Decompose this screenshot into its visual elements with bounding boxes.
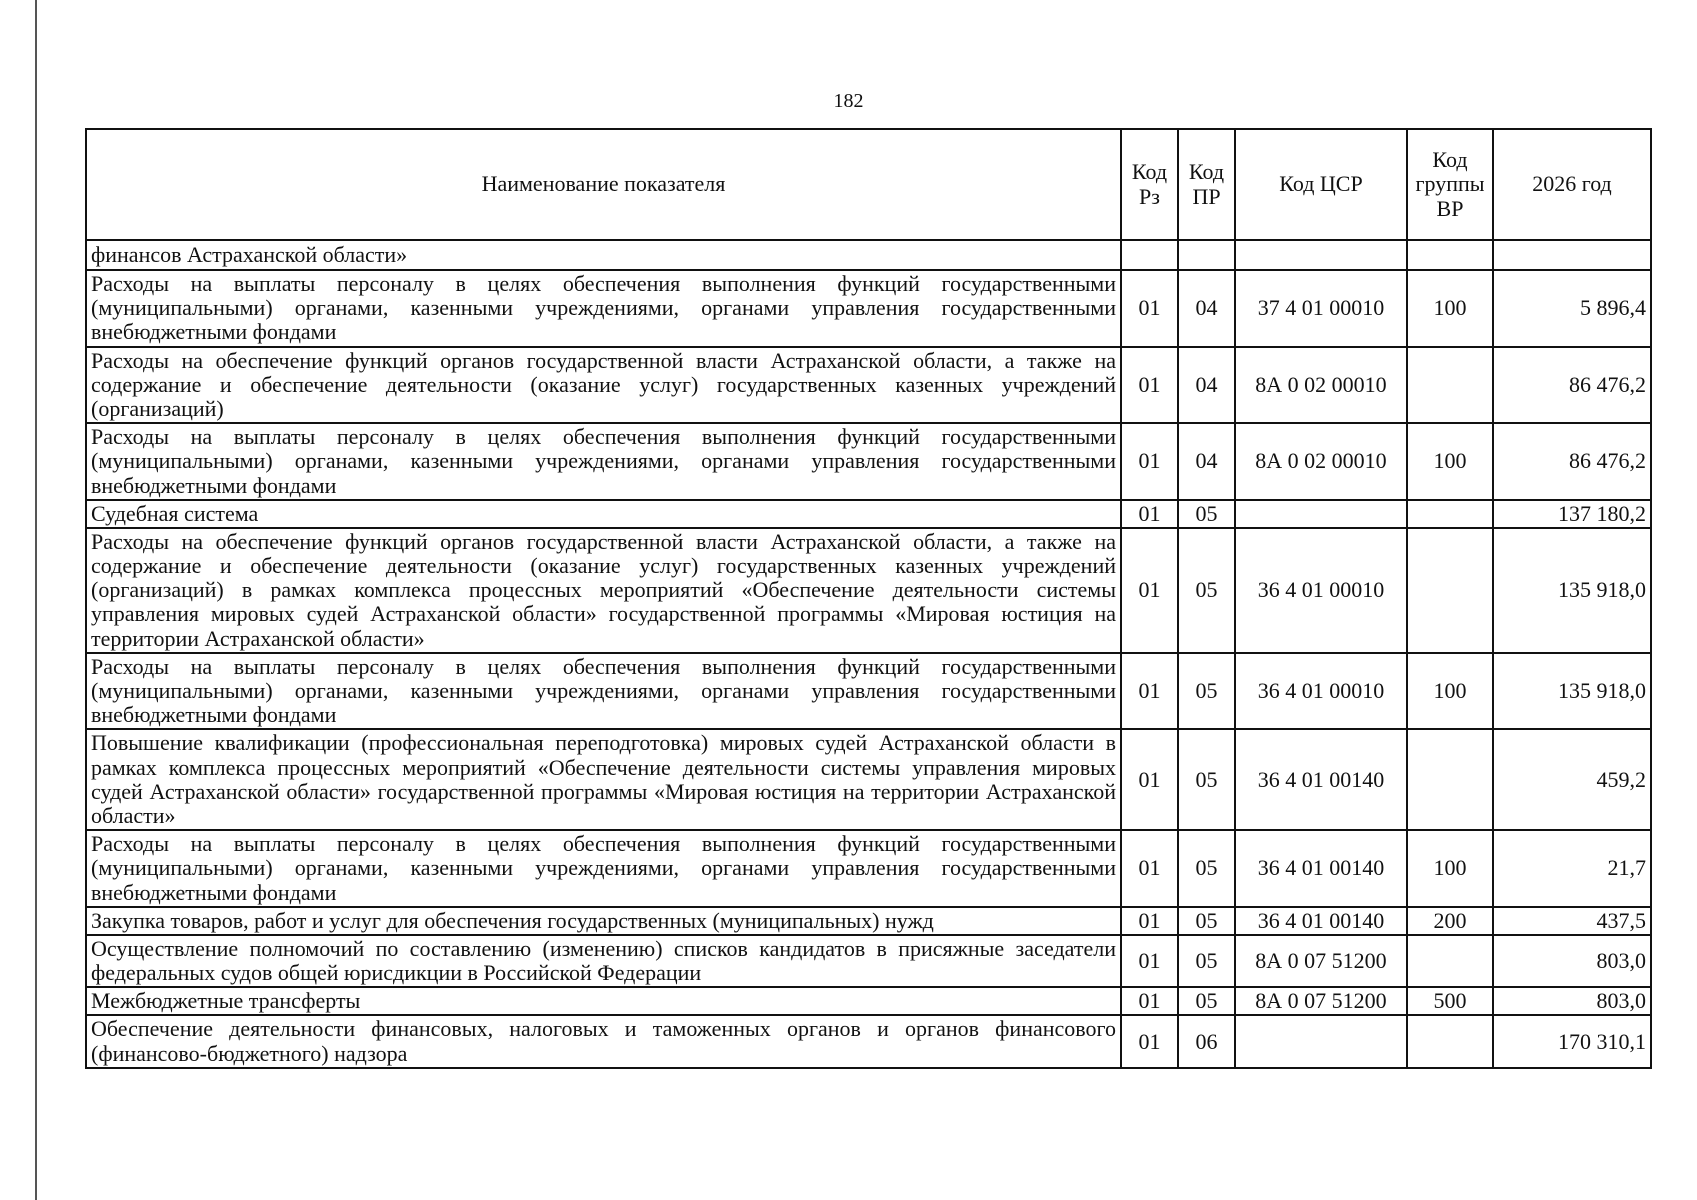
cell-pr: 04 [1178, 270, 1235, 347]
cell-csr: 36 4 01 00140 [1235, 830, 1407, 907]
table-header [86, 129, 1651, 240]
cell-csr: 36 4 01 00010 [1235, 528, 1407, 653]
cell-pr: 05 [1178, 987, 1235, 1015]
cell-amount: 459,2 [1493, 729, 1651, 830]
cell-vr: 100 [1407, 653, 1493, 730]
cell-pr: 05 [1178, 729, 1235, 830]
budget-table [85, 128, 1652, 1069]
cell-pr: 06 [1178, 1015, 1235, 1067]
header-name: Наименование показателя [86, 129, 1121, 240]
cell-rz: 01 [1121, 653, 1178, 730]
cell-name: Осуществление полномочий по составлению (изменению) списков кандидатов в присяжные заседатели федеральных судов общей юрисдикции в Российской Федерации [86, 935, 1121, 987]
cell-vr [1407, 1015, 1493, 1067]
cell-amount: 86 476,2 [1493, 423, 1651, 500]
cell-amount: 5 896,4 [1493, 270, 1651, 347]
cell-pr: 05 [1178, 528, 1235, 653]
cell-csr: 8А 0 07 51200 [1235, 987, 1407, 1015]
cell-csr [1235, 500, 1407, 528]
cell-rz: 01 [1121, 500, 1178, 528]
header-rz: Код Рз [1121, 129, 1178, 240]
cell-vr: 100 [1407, 270, 1493, 347]
cell-rz: 01 [1121, 423, 1178, 500]
cell-pr: 05 [1178, 935, 1235, 987]
cell-rz: 01 [1121, 1015, 1178, 1067]
cell-name: Судебная система [86, 500, 1121, 528]
cell-amount: 803,0 [1493, 935, 1651, 987]
cell-csr [1235, 1015, 1407, 1067]
cell-rz: 01 [1121, 987, 1178, 1015]
table-row [86, 347, 1651, 424]
header-csr: Код ЦСР [1235, 129, 1407, 240]
cell-amount [1493, 240, 1651, 270]
table-row [86, 528, 1651, 653]
cell-amount: 86 476,2 [1493, 347, 1651, 424]
cell-rz: 01 [1121, 830, 1178, 907]
cell-vr [1407, 935, 1493, 987]
header-vr: Код группы ВР [1407, 129, 1493, 240]
cell-rz: 01 [1121, 347, 1178, 424]
cell-rz [1121, 240, 1178, 270]
table-row [86, 935, 1651, 987]
cell-rz: 01 [1121, 935, 1178, 987]
cell-csr: 36 4 01 00140 [1235, 729, 1407, 830]
cell-name: Межбюджетные трансферты [86, 987, 1121, 1015]
cell-amount: 135 918,0 [1493, 528, 1651, 653]
header-year: 2026 год [1493, 129, 1651, 240]
cell-amount: 21,7 [1493, 830, 1651, 907]
cell-vr [1407, 500, 1493, 528]
header-row [86, 129, 1651, 240]
table-body [86, 240, 1651, 1068]
cell-csr: 8А 0 02 00010 [1235, 347, 1407, 424]
cell-pr: 05 [1178, 830, 1235, 907]
table-row [86, 240, 1651, 270]
cell-pr: 05 [1178, 653, 1235, 730]
table-row [86, 500, 1651, 528]
header-pr: Код ПР [1178, 129, 1235, 240]
cell-pr [1178, 240, 1235, 270]
cell-pr: 04 [1178, 347, 1235, 424]
cell-amount: 803,0 [1493, 987, 1651, 1015]
cell-csr: 8А 0 02 00010 [1235, 423, 1407, 500]
cell-name: финансов Астраханской области» [86, 240, 1121, 270]
cell-csr: 8А 0 07 51200 [1235, 935, 1407, 987]
table-row [86, 729, 1651, 830]
page-number: 182 [833, 90, 864, 112]
table-row [86, 830, 1651, 907]
cell-name: Расходы на обеспечение функций органов государственной власти Астраханской области, а также на содержание и обеспечение деятельности (оказание услуг) государственных казенных учреждений (организаций) [86, 347, 1121, 424]
cell-vr: 100 [1407, 830, 1493, 907]
cell-csr: 36 4 01 00010 [1235, 653, 1407, 730]
cell-name: Расходы на выплаты персоналу в целях обеспечения выполнения функций государственными (муниципальными) органами, казенными учреждениями, органами управления государственными внебюджетными фондами [86, 270, 1121, 347]
cell-name: Обеспечение деятельности финансовых, налоговых и таможенных органов и органов финансового (финансово-бюджетного) надзора [86, 1015, 1121, 1067]
table-row [86, 1015, 1651, 1067]
cell-csr: 36 4 01 00140 [1235, 907, 1407, 935]
scan-edge-line [35, 0, 37, 1200]
cell-rz: 01 [1121, 528, 1178, 653]
cell-rz: 01 [1121, 270, 1178, 347]
cell-pr: 05 [1178, 907, 1235, 935]
cell-vr: 100 [1407, 423, 1493, 500]
cell-pr: 04 [1178, 423, 1235, 500]
cell-vr [1407, 528, 1493, 653]
cell-csr [1235, 240, 1407, 270]
cell-vr [1407, 240, 1493, 270]
cell-amount: 170 310,1 [1493, 1015, 1651, 1067]
cell-name: Закупка товаров, работ и услуг для обеспечения государственных (муниципальных) нужд [86, 907, 1121, 935]
table-row [86, 653, 1651, 730]
cell-rz: 01 [1121, 729, 1178, 830]
cell-name: Расходы на выплаты персоналу в целях обеспечения выполнения функций государственными (муниципальными) органами, казенными учреждениями, органами управления государственными внебюджетными фондами [86, 653, 1121, 730]
cell-vr: 500 [1407, 987, 1493, 1015]
cell-vr [1407, 729, 1493, 830]
cell-vr [1407, 347, 1493, 424]
cell-vr: 200 [1407, 907, 1493, 935]
cell-name: Расходы на обеспечение функций органов государственной власти Астраханской области, а также на содержание и обеспечение деятельности (оказание услуг) государственных казенных учреждений (организаций) в рамках комплекса процессных мероприятий «Обеспечение деятельности системы управления мировых судей Астраханской области» государственной программы «Мировая юстиция на территории Астраханской области» [86, 528, 1121, 653]
cell-amount: 137 180,2 [1493, 500, 1651, 528]
cell-rz: 01 [1121, 907, 1178, 935]
cell-amount: 135 918,0 [1493, 653, 1651, 730]
cell-name: Расходы на выплаты персоналу в целях обеспечения выполнения функций государственными (муниципальными) органами, казенными учреждениями, органами управления государственными внебюджетными фондами [86, 830, 1121, 907]
cell-csr: 37 4 01 00010 [1235, 270, 1407, 347]
table-row [86, 423, 1651, 500]
cell-pr: 05 [1178, 500, 1235, 528]
cell-amount: 437,5 [1493, 907, 1651, 935]
table-row [86, 907, 1651, 935]
cell-name: Расходы на выплаты персоналу в целях обеспечения выполнения функций государственными (муниципальными) органами, казенными учреждениями, органами управления государственными внебюджетными фондами [86, 423, 1121, 500]
table-row [86, 987, 1651, 1015]
table-row [86, 270, 1651, 347]
cell-name: Повышение квалификации (профессиональная переподготовка) мировых судей Астраханской области в рамках комплекса процессных мероприятий «Обеспечение деятельности системы управления мировых судей Астраханской области» государственной программы «Мировая юстиция на территории Астраханской области» [86, 729, 1121, 830]
